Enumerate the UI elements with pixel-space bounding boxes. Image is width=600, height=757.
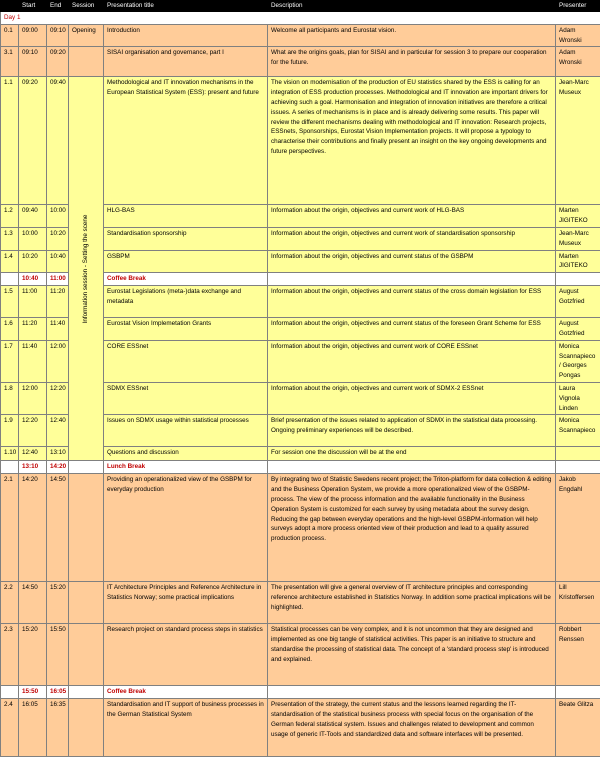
table-row: 3.1 09:10 09:20 SISAI organisation and governance, part I What are the origins goals, plan for SISAI and in particular for session 3 to prepare our cooperation for the future. Adam Wronski — [1, 47, 600, 77]
table-row: 1.6 11:20 11:40 Eurostat Vision Implemetation Grants Information about the origin, objectives and current status of the foreseen Grant Scheme for ESS August Gotzfried — [1, 318, 600, 341]
coffee-break-row: 15:50 16:05 Coffee Break — [1, 686, 600, 699]
header-presenter: Presenter — [556, 1, 600, 12]
table-row: 1.5 11:00 11:20 Eurostat Legislations (meta-)data exchange and metadata Information about the origin, objectives and current status of the cross domain legislation for ESS August Gotzfried — [1, 286, 600, 318]
header-id — [1, 1, 19, 12]
table-row: 2.1 14:20 14:50 Providing an operationalized view of the GSBPM for everyday production By integrating two of Statistic Swedens recent project; the Triton-platform for data collection & editing and the Business Operation System, we provide a more operationalized view of the GSBPM-process. The view of the process information and the available functionality in the Business Operation System is customized for each survey by using metadata about the survey design. Reducing the gap between everyday operations and the high-level GSBPM-information will help surveys adopt a more process oriented view of their production and lead to a quality assured production process. Jakob Engdahl — [1, 474, 600, 582]
day-row — [1, 11, 600, 24]
session-opening: Opening — [69, 24, 104, 47]
table-row: 0.1 09:00 09:10 Opening Introduction Welcome all participants and Eurostat vision. Adam Wronski — [1, 24, 600, 47]
header-title: Presentation title — [104, 1, 268, 12]
session-vertical-label: Information session - Setting the scene — [69, 77, 104, 461]
table-row: 1.3 10:00 10:20 Standardisation sponsorship Information about the origin, objectives and current work of standardisation sponsorship Jean-Marc Museux — [1, 227, 600, 250]
table-row: 2.2 14:50 15:20 IT Architecture Principles and Reference Architecture in Statistics Norway; some practical implications The presentation will give a general overview of IT architecture principles and corresponding reference architecture established in Statistics Norway. In addition some practical implications will be highlighted. Lill Kristoffersen — [1, 582, 600, 624]
table-row: 1.4 10:20 10:40 GSBPM Information about the origin, objectives and current status of the GSBPM Marten JIGITEKO — [1, 250, 600, 273]
table-row: 1.10 12:40 13:10 Questions and discussion For session one the discussion will be at the end — [1, 447, 600, 461]
table-row: 1.1 09:20 09:40 Information session - Setting the scene Methodological and IT innovation mechanisms in the European Statistical System (ESS): present and future The vision on modernisation of the production of EU statistics shared by the ESS is calling for an integration of ESS production processes. Methodological and IT innovation are important drivers for achieving such a goal. Harmonisation and integration of innovation initiatives are therefore a critical issues. A series of mechanisms is in place and is already delivering some results. This paper will review the different mechanisms dealing with methodological and IT innovation: Research projects, ESSnets, Sponsorships, Eurostat Vision Implementation projects. It will propose a typology to characterise their contributions and finally present an insight on the key ongoing developments and future perspectives. Jean-Marc Museux — [1, 77, 600, 205]
table-row: 1.7 11:40 12:00 CORE ESSnet Information about the origin, objectives and current work of CORE ESSnet Monica Scannapieco / Georges Pongas — [1, 340, 600, 382]
lunch-break-row: 13:10 14:20 Lunch Break — [1, 461, 600, 474]
header-start: Start — [19, 1, 47, 12]
table-row: 1.9 12:20 12:40 Issues on SDMX usage within statistical processes Brief presentation of the issues related to application of SDMX in the statistical data processing. Ongoing preliminary experiences will be described. Monica Scannapieco — [1, 415, 600, 447]
day-label: Day 1 — [1, 11, 600, 24]
table-row: 1.2 09:40 10:00 HLG-BAS Information about the origin, objectives and current work of HLG-BAS Marten JIGITEKO — [1, 205, 600, 228]
table-row: 2.3 15:20 15:50 Research project on standard process steps in statistics Statistical processes can be very complex, and it is not uncommon that they are designed and implemented as one big tangle of statistical activities. This paper is an initiative to structure and standardise the processing of statistical data. The concept of a 'standard process step' is introduced and explained. Robbert Renssen — [1, 624, 600, 686]
header-end: End — [47, 1, 69, 12]
header-row — [1, 1, 600, 12]
header-description: Description — [268, 1, 556, 12]
header-session: Session — [69, 1, 104, 12]
table-row: 1.8 12:00 12:20 SDMX ESSnet Information about the origin, objectives and current work of SDMX-2 ESSnet Laura Vignola Linden — [1, 382, 600, 414]
coffee-break-row: 10:40 11:00 Coffee Break — [1, 273, 600, 286]
table-row: 2.4 16:05 16:35 Standardisation and IT support of business processes in the German Statistical System Presentation of the strategy, the current status and the lessons learned regarding the IT-standardisation of the statistical business process with special focus on the organisation of the German federal statistical system. Issues and challenges related to development and common usage of generic IT-Tools and standardized data and software interfaces will be presented. Beate Glitza — [1, 699, 600, 757]
